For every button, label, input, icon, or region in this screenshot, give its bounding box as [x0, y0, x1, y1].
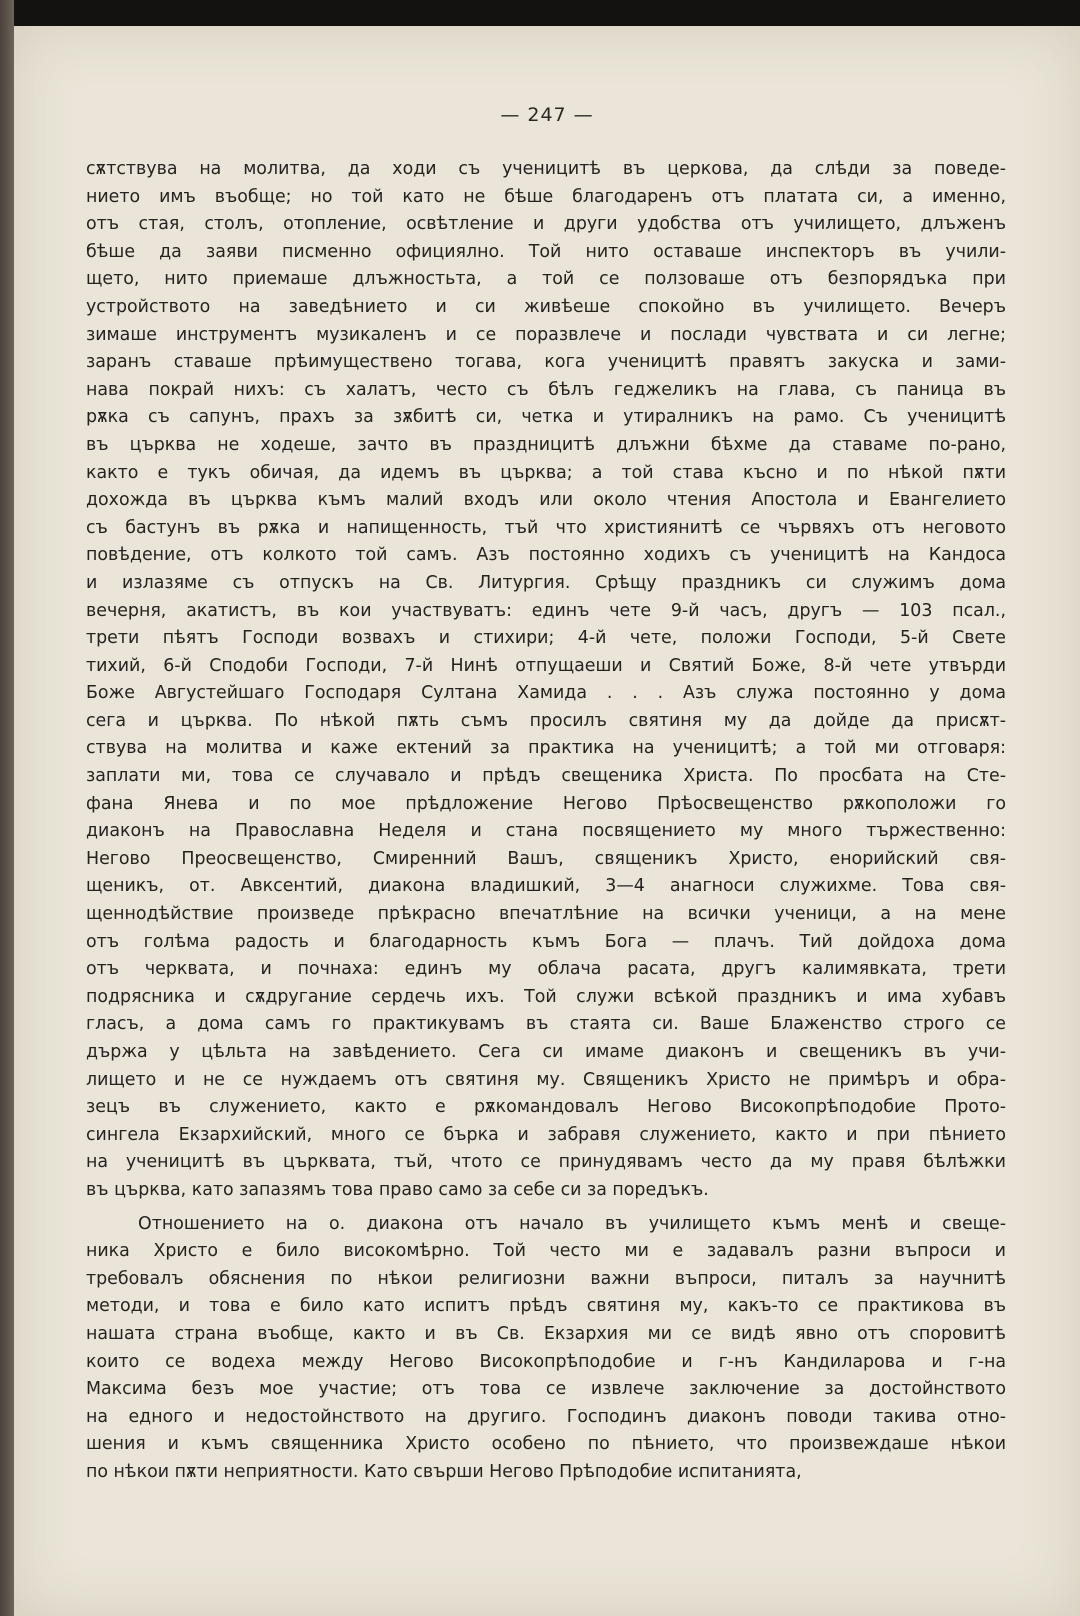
text-line: методи, и това е било като испитъ прѣдъ святиня му, какъ-то се практикова въ: [86, 1296, 1006, 1317]
text-line: въ църква, като запазямъ това право само за себе си за поредъкъ.: [86, 1179, 709, 1200]
text-line: зимаше инструментъ музикаленъ и се поразвлече и послади чувствата и си легне;: [86, 324, 1006, 345]
text-line: требовалъ обяснения по нѣкои религиозни важни въпроси, питалъ за научнитѣ: [86, 1268, 1006, 1289]
text-line: Максима безъ мое участие; отъ това се извлече заключение за достойнството: [86, 1379, 1006, 1400]
text-line: съ бастунъ въ рѫка и напищенность, тъй что християнитѣ се чървяхъ отъ неговото: [86, 517, 1006, 538]
text-line: бѣше да заяви писменно официялно. Той нито оставаше инспекторъ въ учили-: [86, 241, 1006, 262]
text-line: сингела Екзархийский, много се бърка и забравя служението, както и при пѣнието: [86, 1124, 1006, 1145]
paragraph-2: [86, 1211, 1006, 1487]
text-line: нашата страна въобще, както и въ Св. Екзархия ми се видѣ явно отъ споровитѣ: [86, 1323, 1006, 1344]
text-line: подрясника и сѫдругание сердечь ихъ. Той служи всѣкой праздникъ и има хубавъ: [86, 986, 1006, 1007]
text-line: повѣдение, отъ колкото той самъ. Азъ постоянно ходихъ съ ученицитѣ на Кандоса: [86, 545, 1006, 566]
text-line: отъ стая, столъ, отопление, освѣтление и други удобства отъ училището, длъженъ: [86, 214, 1006, 235]
text-line: щето, нито приемаше длъжностьта, а той се ползоваше отъ безпорядъка при: [86, 269, 1006, 290]
scan-top-edge: [0, 0, 1080, 26]
text-line: на едного и недостойнството на другиго. Господинъ диаконъ поводи такива отно-: [86, 1406, 1006, 1427]
text-line: ствува на молитва и каже ектений за практика на ученицитѣ; а той ми отговаря:: [86, 738, 1006, 759]
text-line: по нѣкои пѫти неприятности. Като свърши Негово Прѣподобие испитанията,: [86, 1461, 802, 1482]
text-line: дохождa въ църква къмъ малий входъ или около чтения Апостола и Евангелието: [86, 490, 1006, 511]
text-line: диаконъ на Православна Неделя и стана посвящението му много тържественно:: [86, 821, 1006, 842]
text-line: фана Янева и по мое прѣдложение Негово Прѣосвещенство рѫкоположи го: [86, 793, 1006, 814]
text-line: заранъ ставаше прѣимуществено тогава, кога ученицитѣ правятъ закуска и зами-: [86, 352, 1006, 373]
text-line: заплати ми, това се случавало и прѣдъ свещеника Христа. По просбата на Сте-: [86, 766, 1006, 787]
text-line: и излазяме съ отпускъ на Св. Литургия. Срѣщу праздникъ си служимъ дома: [86, 572, 1006, 593]
text-line: които се водеха между Негово Високопрѣподобие и г-нъ Кандиларова и г-на: [86, 1351, 1006, 1372]
text-line: щеннодѣйствие произведе прѣкрасно впечатлѣние на всички ученици, а на мене: [86, 904, 1006, 925]
text-line: ника Христо е било високомѣрно. Той често ми е задавалъ разни въпроси и: [86, 1241, 1006, 1262]
text-line: въ църква не ходеше, зачто въ праздницитѣ длъжни бѣхме да ставаме по-рано,: [86, 434, 1006, 455]
text-line: на ученицитѣ въ църквата, тъй, чтото се принудявамъ често да му правя бѣлѣжки: [86, 1152, 1006, 1173]
body-text: [86, 156, 1006, 1487]
book-page: [14, 26, 1080, 1616]
text-line: вечерня, акатистъ, въ кои участвуватъ: единъ чете 9-й часъ, другъ — 103 псал.,: [86, 600, 1006, 621]
text-line: сега и църква. По нѣкой пѫть съмъ просилъ святиня му да дойде да присѫт-: [86, 710, 1006, 731]
text-line: държа у цѣльта на завѣдението. Сега си имаме диаконъ и свещеникъ въ учи-: [86, 1042, 1006, 1062]
text-line: зецъ въ служението, както е рѫкомандовалъ Негово Високопрѣподобие Прото-: [86, 1097, 1006, 1118]
paragraph-1: [86, 156, 1006, 1205]
text-line: отъ голѣма радость и благодарность къмъ Бога — плачъ. Тий дойдоха дома: [86, 931, 1006, 952]
text-line: щеникъ, от. Авксентий, диакона владишкий, 3—4 анагноси служихме. Това свя-: [86, 876, 1006, 897]
text-line: Боже Августейшаго Господаря Султана Хамида . . . Азъ служа постоянно у дома: [86, 683, 1006, 704]
text-line: отъ черквата, и почнаха: единъ му облача расата, другъ калимявката, трети: [86, 959, 1006, 980]
text-line: както е тукъ обичая, да идемъ въ църква; а той става късно и по нѣкой пѫти: [86, 462, 1006, 483]
text-line: рѫка съ сапунъ, прахъ за зѫбитѣ си, четка и утиралникъ на рамо. Съ ученицитѣ: [86, 407, 1006, 428]
text-line: Отношението на о. диакона отъ начало въ училището къмъ менѣ и свеще-: [138, 1213, 1006, 1234]
page-number: — 247 —: [500, 104, 594, 126]
text-line: нието имъ въобще; но той като не бѣше благодаренъ отъ платата си, а именно,: [86, 186, 1006, 207]
text-line: сѫтствува на молитва, да ходи съ ученицитѣ въ церкова, да слѣди за поведе-: [86, 159, 1006, 179]
text-line: гласъ, а дома самъ го практикувамъ въ стаята си. Ваше Блаженство строго се: [86, 1014, 1006, 1035]
text-line: Негово Преосвещенство, Смиренний Вашъ, священикъ Христо, енорийский свя-: [86, 848, 1006, 869]
scan-left-edge: [0, 0, 14, 1616]
text-line: нава покрай нихъ: съ халатъ, често съ бѣлъ геджеликъ на глава, съ паница въ: [86, 379, 1006, 400]
text-line: шения и къмъ священника Христо особено по пѣнието, что произвеждаше нѣкои: [86, 1434, 1006, 1455]
text-line: лището и не се нуждаемъ отъ святиня му. Священикъ Христо не примѣръ и обра-: [86, 1069, 1006, 1090]
text-line: тихий, 6-й Сподоби Господи, 7-й Нинѣ отпущаеши и Святий Боже, 8-й чете утвърди: [86, 655, 1006, 676]
text-line: трети пѣятъ Господи возвахъ и стихири; 4-й чете, положи Господи, 5-й Свете: [86, 628, 1006, 649]
text-line: устройството на заведѣнието и си живѣеше спокойно въ училището. Вечеръ: [86, 296, 1006, 317]
